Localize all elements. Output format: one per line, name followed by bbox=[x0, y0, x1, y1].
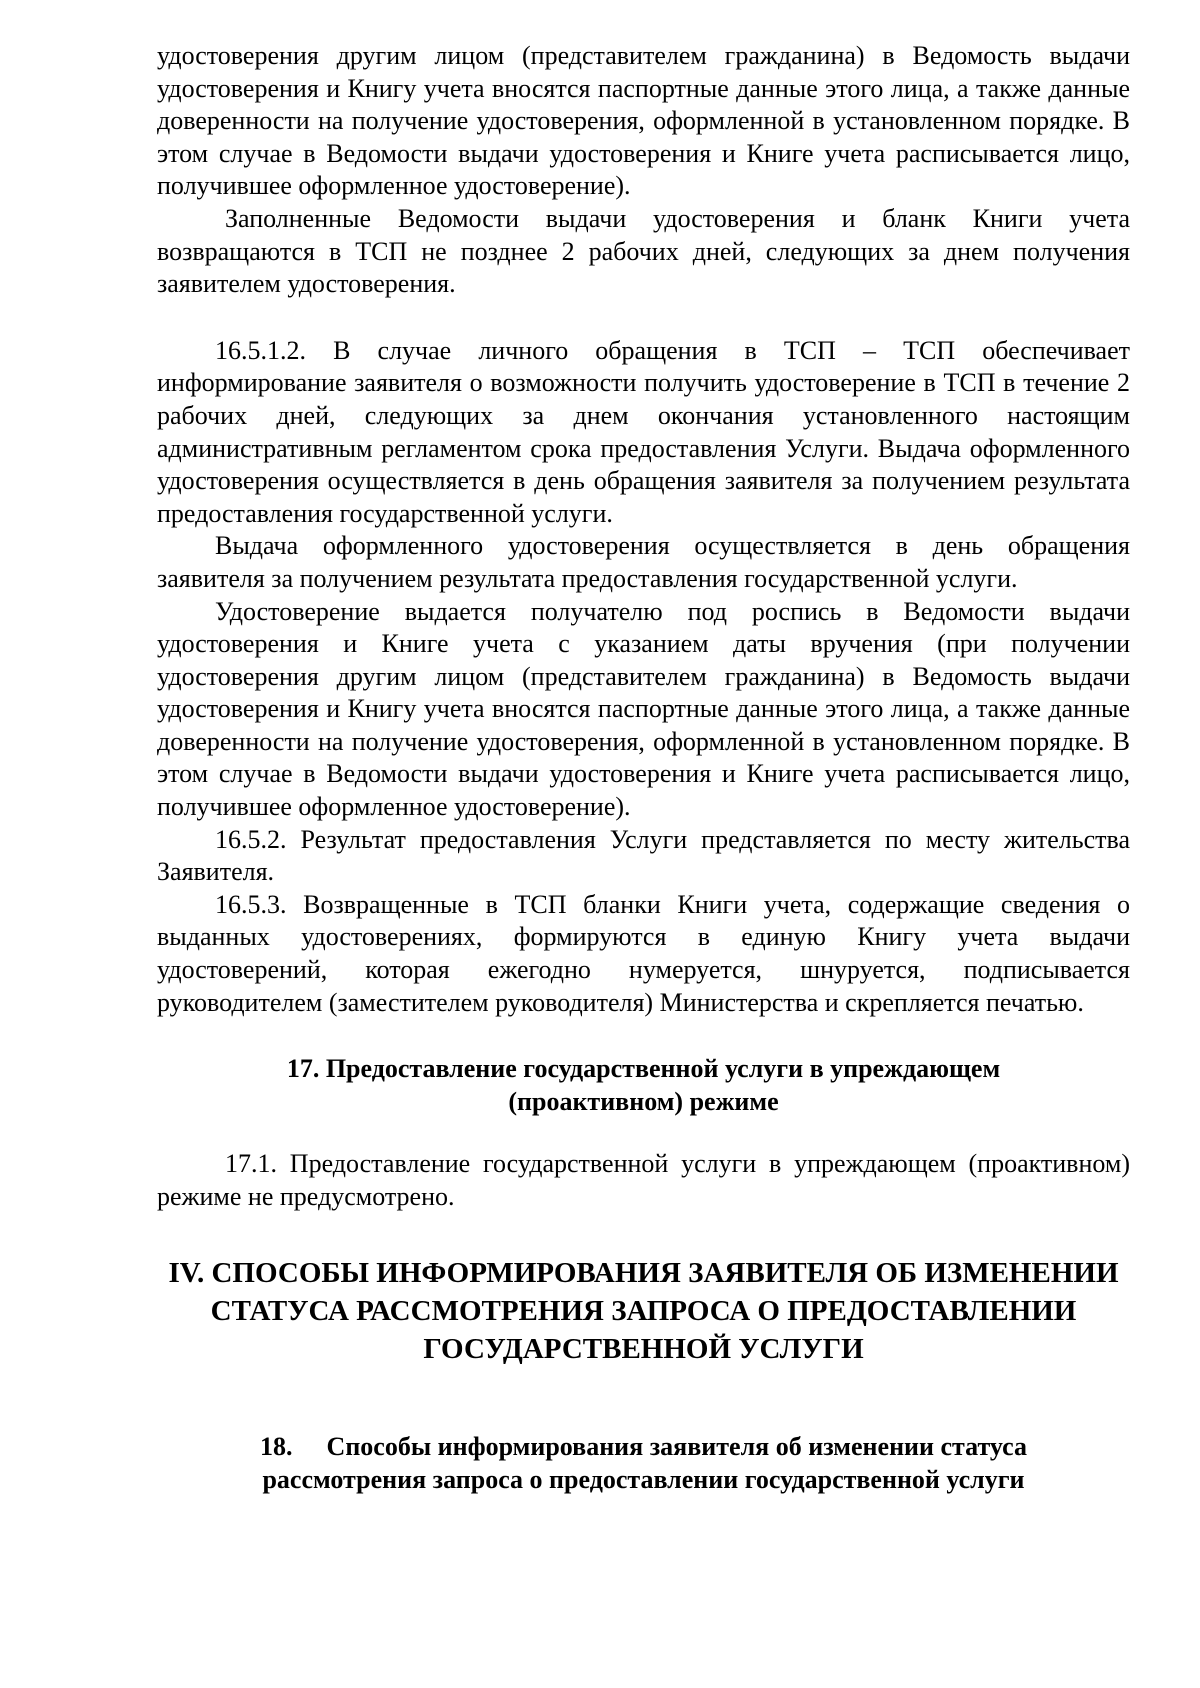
paragraph-16-5-3: 16.5.3. Возвращенные в ТСП бланки Книги учета, содержащие сведения о выданных удостоверениях, формируются в единую Книгу учета выдачи удостоверений, которая ежегодно нумеруется, шнуруется, подписывается руководителем (заместителем руководителя) Министерства и скрепляется печатью. bbox=[157, 889, 1130, 1017]
section-18-title: Способы информирования заявителя об изменении статуса рассмотрения запроса о предоставлении государственной услуги bbox=[262, 1431, 1027, 1494]
paragraph-16-5-2: 16.5.2. Результат предоставления Услуги представляется по месту жительства Заявителя. bbox=[157, 824, 1130, 887]
paragraph-17-1: 17.1. Предоставление государственной услуги в упреждающем (проактивном) режиме не предусмотрено. bbox=[157, 1149, 1130, 1211]
section-18-number: 18. bbox=[260, 1431, 293, 1461]
chapter-4-heading: IV. СПОСОБЫ ИНФОРМИРОВАНИЯ ЗАЯВИТЕЛЯ ОБ ИЗМЕНЕНИИ СТАТУСА РАССМОТРЕНИЯ ЗАПРОСА О ПРЕДОСТАВЛЕНИИ ГОСУДАРСТВЕННОЙ УСЛУГИ bbox=[168, 1256, 1119, 1365]
paragraph-returned-statements: Заполненные Ведомости выдачи удостоверения и бланк Книги учета возвращаются в ТСП не позднее 2 рабочих дней, следующих за днем получения заявителем удостоверения. bbox=[157, 203, 1130, 299]
paragraph-certificate-signature: Удостоверение выдается получателю под роспись в Ведомости выдачи удостоверения и Книге учета с указанием даты вручения (при получении удостоверения другим лицом (представителем гражданина) в Ведомость выдачи удостоверения и Книгу учета вносятся паспортные данные этого лица, а также данные доверенности на получение удостоверения, оформленной в установленном порядке. В этом случае в Ведомости выдачи удостоверения и Книге учета расписывается лицо, получившее оформленное удостоверение). bbox=[157, 596, 1130, 822]
section-17-heading: 17. Предоставление государственной услуги в упреждающем (проактивном) режиме bbox=[286, 1054, 1001, 1116]
document-page bbox=[157, 40, 1130, 1496]
paragraph-continuation: удостоверения другим лицом (представителем гражданина) в Ведомость выдачи удостоверения и Книгу учета вносятся паспортные данные этого лица, а также данные доверенности на получение удостоверения, оформленной в установленном порядке. В этом случае в Ведомости выдачи удостоверения и Книге учета расписывается лицо, получившее оформленное удостоверение). bbox=[157, 41, 1130, 201]
paragraph-issuance: Выдача оформленного удостоверения осуществляется в день обращения заявителя за получением результата предоставления государственной услуги. bbox=[157, 531, 1130, 593]
paragraph-16-5-1-2: 16.5.1.2. В случае личного обращения в ТСП – ТСП обеспечивает информирование заявителя о возможности получить удостоверение в ТСП в течение 2 рабочих дней, следующих за днем окончания установленного настоящим административным регламентом срока предоставления Услуги. Выдача оформленного удостоверения осуществляется в день обращения заявителя за получением результата предоставления государственной услуги. bbox=[157, 335, 1130, 528]
section-18-heading bbox=[157, 1430, 1130, 1496]
